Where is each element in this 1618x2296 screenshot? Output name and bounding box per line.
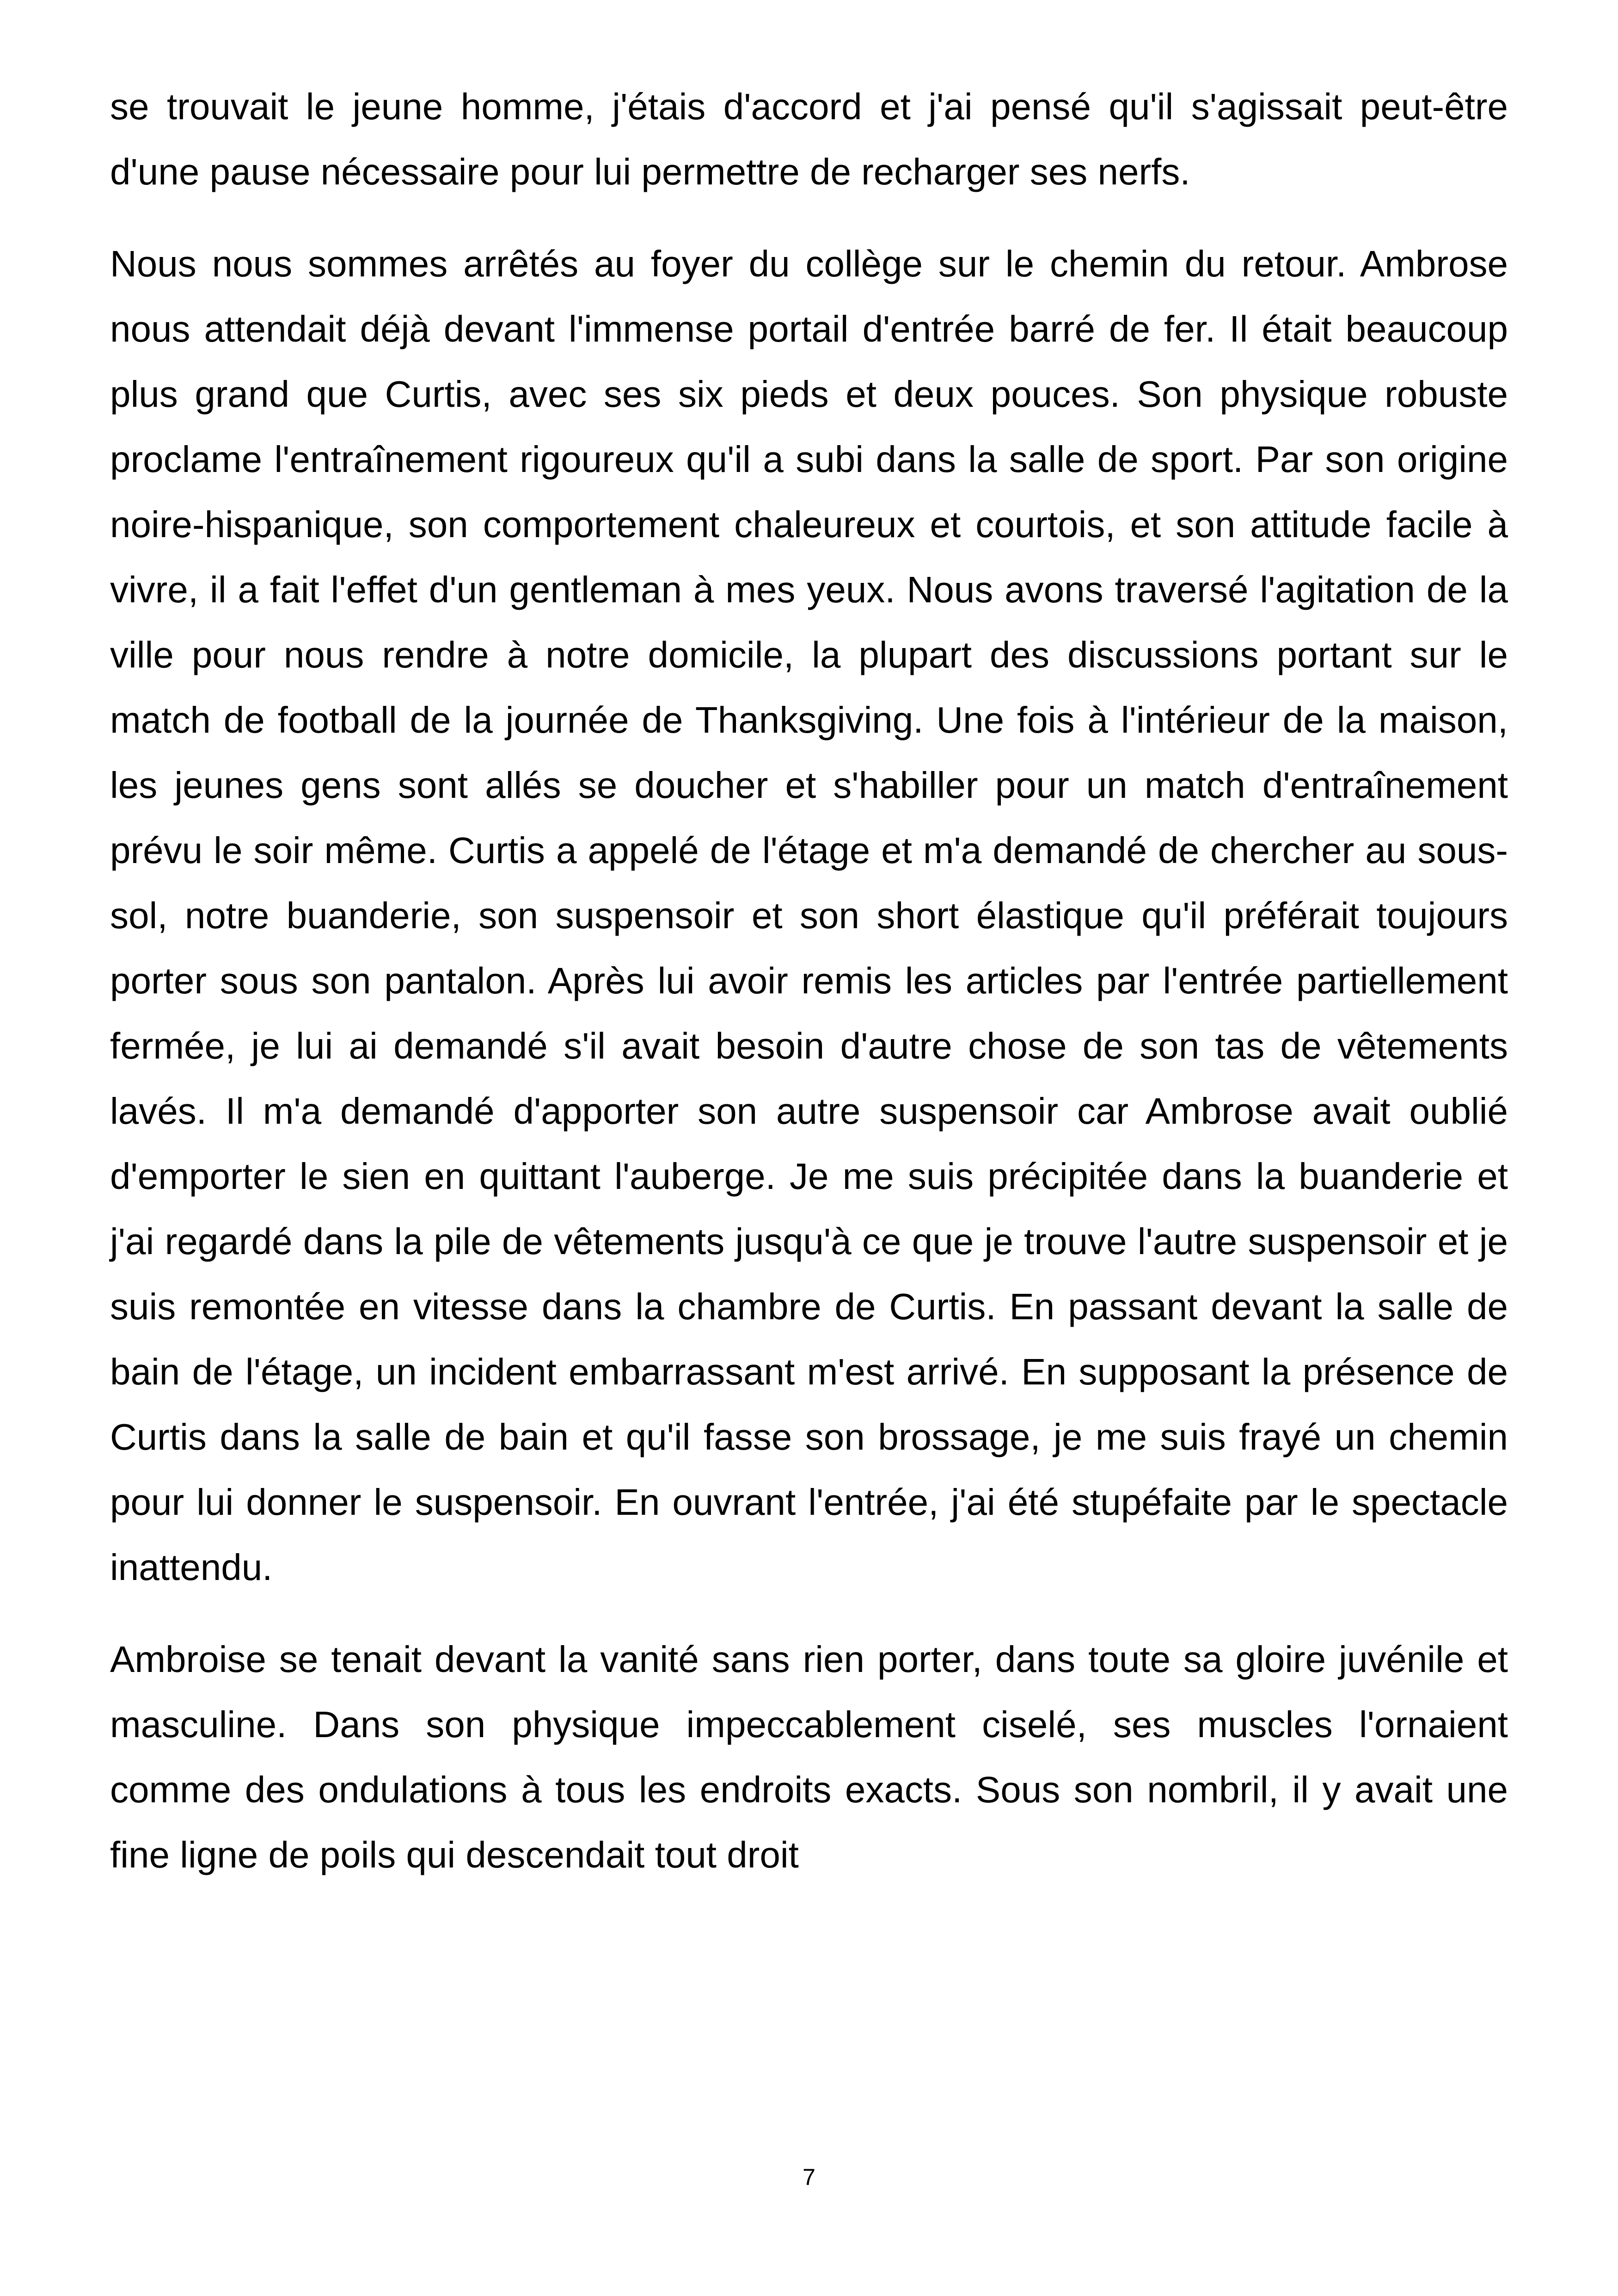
paragraph-1: se trouvait le jeune homme, j'étais d'accord et j'ai pensé qu'il s'agissait peut-être d'une pause nécessaire pour lui permettre de recharger ses nerfs.	[110, 86, 1508, 192]
paragraph-2: Nous nous sommes arrêtés au foyer du collège sur le chemin du retour. Ambrose nous attendait déjà devant l'immense portail d'entrée barré de fer. Il était beaucoup plus grand que Curtis, avec ses six pieds et deux pouces. Son physique robuste proclame l'entraînement rigoureux qu'il a subi dans la salle de sport. Par son origine noire-hispanique, son comportement chaleureux et courtois, et son attitude facile à vivre, il a fait l'effet d'un gentleman à mes yeux. Nous avons traversé l'agitation de la ville pour nous rendre à notre domicile, la plupart des discussions portant sur le match de football de la journée de Thanksgiving. Une fois à l'intérieur de la maison, les jeunes gens sont allés se doucher et s'habiller pour un match d'entraînement prévu le soir même. Curtis a appelé de l'étage et m'a demandé de chercher au sous-sol, notre buanderie, son suspensoir et son short élastique qu'il préférait toujours porter sous son pantalon. Après lui avoir remis les articles par l'entrée partiellement fermée, je lui ai demandé s'il avait besoin d'autre chose de son tas de vêtements lavés. Il m'a demandé d'apporter son autre suspensoir car Ambrose avait oublié d'emporter le sien en quittant l'auberge. Je me suis précipitée dans la buanderie et j'ai regardé dans la pile de vêtements jusqu'à ce que je trouve l'autre suspensoir et je suis remontée en vitesse dans la chambre de Curtis. En passant devant la salle de bain de l'étage, un incident embarrassant m'est arrivé. En supposant la présence de Curtis dans la salle de bain et qu'il fasse son brossage, je me suis frayé un chemin pour lui donner le suspensoir. En ouvrant l'entrée, j'ai été stupéfaite par le spectacle inattendu.	[110, 243, 1508, 1588]
body-text	[110, 74, 1508, 1887]
page-number: 7	[803, 2164, 815, 2190]
paragraph-3: Ambroise se tenait devant la vanité sans rien porter, dans toute sa gloire juvénile et masculine. Dans son physique impeccablement ciselé, ses muscles l'ornaient comme des ondulations à tous les endroits exacts. Sous son nombril, il y avait une fine ligne de poils qui descendait tout droit	[110, 1639, 1508, 1875]
